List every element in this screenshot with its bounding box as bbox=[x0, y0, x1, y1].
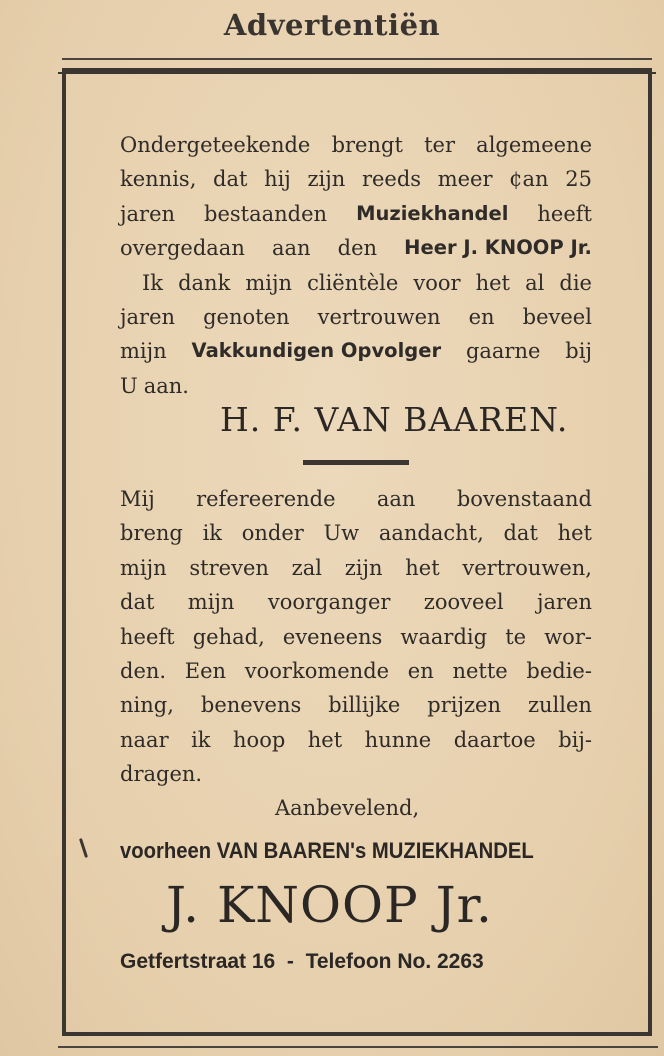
word: genoten bbox=[203, 304, 290, 329]
header-rule bbox=[62, 58, 652, 60]
word: ik bbox=[202, 521, 223, 546]
word: beveel bbox=[522, 304, 592, 329]
text-line bbox=[120, 551, 592, 585]
word: jaren bbox=[120, 304, 176, 329]
word: het bbox=[405, 555, 440, 580]
word: algemeene bbox=[476, 133, 592, 157]
word: dat bbox=[120, 590, 155, 615]
word: bovenstaand bbox=[456, 487, 592, 511]
text-line bbox=[120, 231, 592, 265]
word: jaren bbox=[536, 590, 592, 615]
word: dank bbox=[178, 270, 231, 295]
address-line: Getfertstraat 16 - Telefoon No. 2263 bbox=[120, 950, 484, 973]
word: en bbox=[468, 304, 495, 329]
word: billijke bbox=[328, 693, 401, 718]
word: zullen bbox=[527, 693, 592, 718]
word: bestaanden bbox=[204, 201, 328, 226]
word: bedie- bbox=[526, 658, 592, 683]
text-line bbox=[120, 197, 592, 231]
word: benevens bbox=[200, 693, 302, 718]
word: aan. bbox=[143, 373, 189, 398]
word: hoop bbox=[233, 727, 286, 752]
signature-name: H. F. VAN BAAREN. bbox=[220, 400, 569, 439]
word: voorkomende bbox=[244, 658, 390, 683]
closing-text: Aanbevelend, bbox=[275, 796, 420, 820]
word: vertrouwen bbox=[317, 304, 441, 329]
word: het bbox=[557, 521, 592, 546]
word: dat bbox=[213, 167, 248, 192]
text-line bbox=[120, 585, 592, 619]
word: kennis, bbox=[120, 167, 197, 192]
bottom-rule bbox=[58, 1046, 658, 1048]
word: zal bbox=[291, 555, 322, 580]
word: zijn bbox=[344, 555, 383, 580]
word: mijn bbox=[245, 270, 293, 295]
word: het bbox=[475, 270, 511, 295]
word: bij- bbox=[558, 727, 592, 752]
word: dragen. bbox=[120, 762, 203, 787]
text-line bbox=[120, 128, 592, 162]
text-line bbox=[120, 266, 592, 300]
word: jaren bbox=[120, 201, 176, 226]
former-business-name: voorheen VAN BAAREN's MUZIEKHANDEL bbox=[120, 838, 534, 863]
word: onder bbox=[241, 521, 304, 546]
word: zooveel bbox=[423, 590, 504, 615]
word: en bbox=[407, 658, 434, 683]
word: Mij bbox=[120, 487, 155, 511]
text-line bbox=[120, 516, 592, 550]
word: cliëntèle bbox=[307, 270, 399, 295]
word: ning, bbox=[120, 693, 174, 718]
separator-rule bbox=[303, 460, 409, 465]
word: daartoe bbox=[453, 727, 536, 752]
text-line bbox=[120, 654, 592, 688]
word: refereerende bbox=[196, 487, 336, 511]
text-line bbox=[120, 723, 592, 757]
word: 25 bbox=[565, 167, 592, 192]
word: voor bbox=[413, 270, 461, 295]
successor-paragraph bbox=[120, 482, 592, 792]
word: bij bbox=[565, 339, 592, 364]
text-line bbox=[120, 162, 592, 196]
word: prijzen bbox=[427, 693, 501, 718]
word: voorganger bbox=[267, 590, 391, 615]
word: ter bbox=[424, 133, 455, 157]
word: aandacht, bbox=[378, 521, 484, 546]
bold-word: Heer J. KNOOP Jr. bbox=[404, 236, 592, 260]
word: mijn bbox=[120, 339, 167, 364]
word: nette bbox=[452, 658, 508, 683]
word: streven bbox=[189, 555, 269, 580]
word: eveneens bbox=[282, 624, 383, 649]
word: meer bbox=[437, 167, 493, 192]
word: hunne bbox=[364, 727, 432, 752]
word: gaarne bbox=[465, 339, 541, 364]
text-line bbox=[120, 620, 592, 654]
word: heeft bbox=[120, 624, 175, 649]
word: dat bbox=[503, 521, 538, 546]
word: wor- bbox=[544, 624, 592, 649]
text-line bbox=[120, 369, 592, 403]
word: ¢an bbox=[509, 167, 549, 192]
word: ik bbox=[191, 727, 211, 752]
word: heeft bbox=[537, 201, 592, 226]
word: mijn bbox=[120, 555, 167, 580]
word: vertrouwen, bbox=[462, 555, 592, 580]
word: waardig bbox=[400, 624, 488, 649]
notice-paragraph bbox=[120, 128, 592, 403]
word: mijn bbox=[187, 590, 235, 615]
word: aan bbox=[271, 236, 311, 261]
word: breng bbox=[120, 521, 183, 546]
word: al bbox=[525, 270, 545, 295]
word: gehad, bbox=[192, 624, 265, 649]
word: Ik bbox=[142, 270, 164, 295]
bold-word: Muziekhandel bbox=[356, 201, 509, 225]
word: overgedaan bbox=[120, 236, 245, 261]
word: hij bbox=[264, 167, 291, 192]
word: den bbox=[337, 236, 378, 261]
word: Uw bbox=[323, 521, 360, 546]
word: te bbox=[505, 624, 527, 649]
text-line bbox=[120, 757, 592, 791]
word: het bbox=[307, 727, 343, 752]
section-title: Advertentiën bbox=[223, 8, 441, 42]
text-line bbox=[120, 334, 592, 368]
word: den. bbox=[120, 658, 167, 683]
bold-word: Vakkundigen Opvolger bbox=[191, 339, 442, 363]
successor-name: J. KNOOP Jr. bbox=[166, 876, 493, 934]
text-line bbox=[120, 300, 592, 334]
word: U bbox=[120, 373, 138, 398]
word: Een bbox=[184, 658, 227, 683]
word: die bbox=[559, 270, 592, 295]
word: aan bbox=[376, 487, 416, 511]
word: zijn bbox=[307, 167, 346, 192]
word: Ondergeteekende bbox=[120, 133, 311, 157]
word: reeds bbox=[361, 167, 422, 192]
word: brengt bbox=[331, 133, 403, 157]
text-line bbox=[120, 482, 592, 516]
text-line bbox=[120, 688, 592, 722]
word: naar bbox=[120, 727, 169, 752]
